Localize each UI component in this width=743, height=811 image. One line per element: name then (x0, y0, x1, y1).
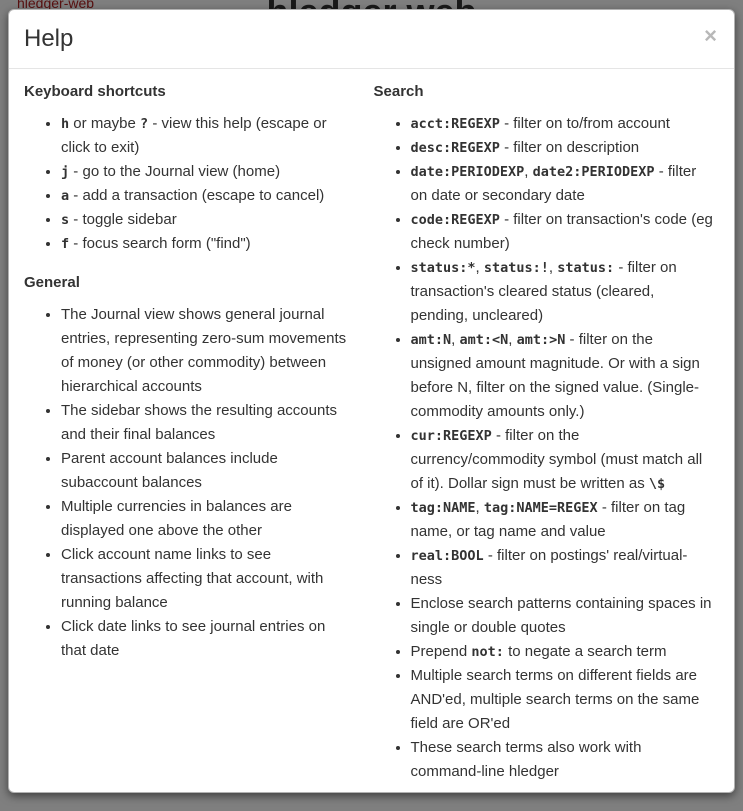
code-span: ? (140, 116, 149, 132)
code-span: date2:PERIODEXP (532, 164, 655, 180)
code-span: amt:>N (516, 332, 566, 348)
help-list-item: • acct:REGEXP - filter on to/from account (411, 112, 716, 136)
help-list-item: • Enclose search patterns containing spaces in single or double quotes (411, 592, 716, 640)
modal-title: Help (24, 25, 74, 52)
code-span: real:BOOL (410, 548, 484, 564)
modal-header (9, 10, 734, 69)
help-list-item: • cur:REGEXP - filter on the currency/commodity symbol (must match all of it). Dollar sign must be written as \$ (411, 424, 716, 496)
code-span: h (61, 116, 70, 132)
section-heading: General (24, 274, 80, 291)
help-list-item: • desc:REGEXP - filter on description (411, 136, 716, 160)
help-list-item: • f - focus search form ("find") (61, 232, 350, 256)
help-list-item: • Multiple search terms on different fields are AND'ed, multiple search terms on the same field are OR'ed (411, 664, 716, 736)
code-span: not: (471, 644, 504, 660)
code-span: tag:NAME=REGEX (483, 500, 598, 516)
help-list-item: • Multiple currencies in balances are displayed one above the other (61, 495, 350, 543)
help-list-item: • code:REGEXP - filter on transaction's code (eg check number) (411, 208, 716, 256)
help-list-item: • h or maybe ? - view this help (escape or click to exit) (61, 112, 350, 160)
help-list-item: • date:PERIODEXP, date2:PERIODEXP - filter on date or secondary date (411, 160, 716, 208)
help-column-left (24, 77, 372, 777)
modal-body (9, 69, 734, 792)
section-heading: Search (373, 83, 424, 100)
code-span: status:* (410, 260, 476, 276)
help-list-item: • Click date links to see journal entries on that date (61, 615, 350, 663)
code-span: acct:REGEXP (410, 116, 500, 132)
code-span: code:REGEXP (410, 212, 500, 228)
help-list (24, 303, 350, 663)
section-heading: Keyboard shortcuts (24, 83, 166, 100)
code-span: status:! (483, 260, 549, 276)
help-list-item: • amt:N, amt:<N, amt:>N - filter on the unsigned amount magnitude. Or with a sign before N, filter on the signed value. (Single-commodity amounts only.) (411, 328, 716, 424)
code-span: tag:NAME (410, 500, 476, 516)
code-span: \$ (648, 476, 666, 492)
help-list-item: • real:BOOL - filter on postings' real/virtual-ness (411, 544, 716, 592)
help-column-right (372, 77, 720, 780)
help-list-item: • Prepend not: to negate a search term (411, 640, 716, 664)
code-span: amt:<N (459, 332, 509, 348)
help-list-item: • j - go to the Journal view (home) (61, 160, 350, 184)
help-list-item: • a - add a transaction (escape to cancel) (61, 184, 350, 208)
help-list-item: • status:*, status:!, status: - filter on transaction's cleared status (cleared, pending, uncleared) (411, 256, 716, 328)
help-list (24, 112, 350, 256)
help-list-item: • The Journal view shows general journal entries, representing zero-sum movements of money (or other commodity) between hierarchical accounts (61, 303, 350, 399)
help-list-item: • Click account name links to see transactions affecting that account, with running balance (61, 543, 350, 615)
code-span: f (61, 236, 70, 252)
help-list-item: • These search terms also work with command-line hledger (411, 736, 716, 784)
help-list-item: • tag:NAME, tag:NAME=REGEX - filter on tag name, or tag name and value (411, 496, 716, 544)
code-span: status: (557, 260, 615, 276)
code-span: desc:REGEXP (410, 140, 500, 156)
code-span: amt:N (410, 332, 452, 348)
code-span: date:PERIODEXP (410, 164, 525, 180)
help-list-item: • s - toggle sidebar (61, 208, 350, 232)
help-list-item: • The sidebar shows the resulting accounts and their final balances (61, 399, 350, 447)
code-span: cur:REGEXP (410, 428, 492, 444)
help-list-item: • Parent account balances include subaccount balances (61, 447, 350, 495)
close-icon[interactable]: × (704, 23, 717, 48)
code-span: j (61, 164, 70, 180)
code-span: a (61, 188, 70, 204)
help-list (374, 112, 716, 784)
code-span: s (61, 212, 70, 228)
help-modal (8, 9, 735, 793)
